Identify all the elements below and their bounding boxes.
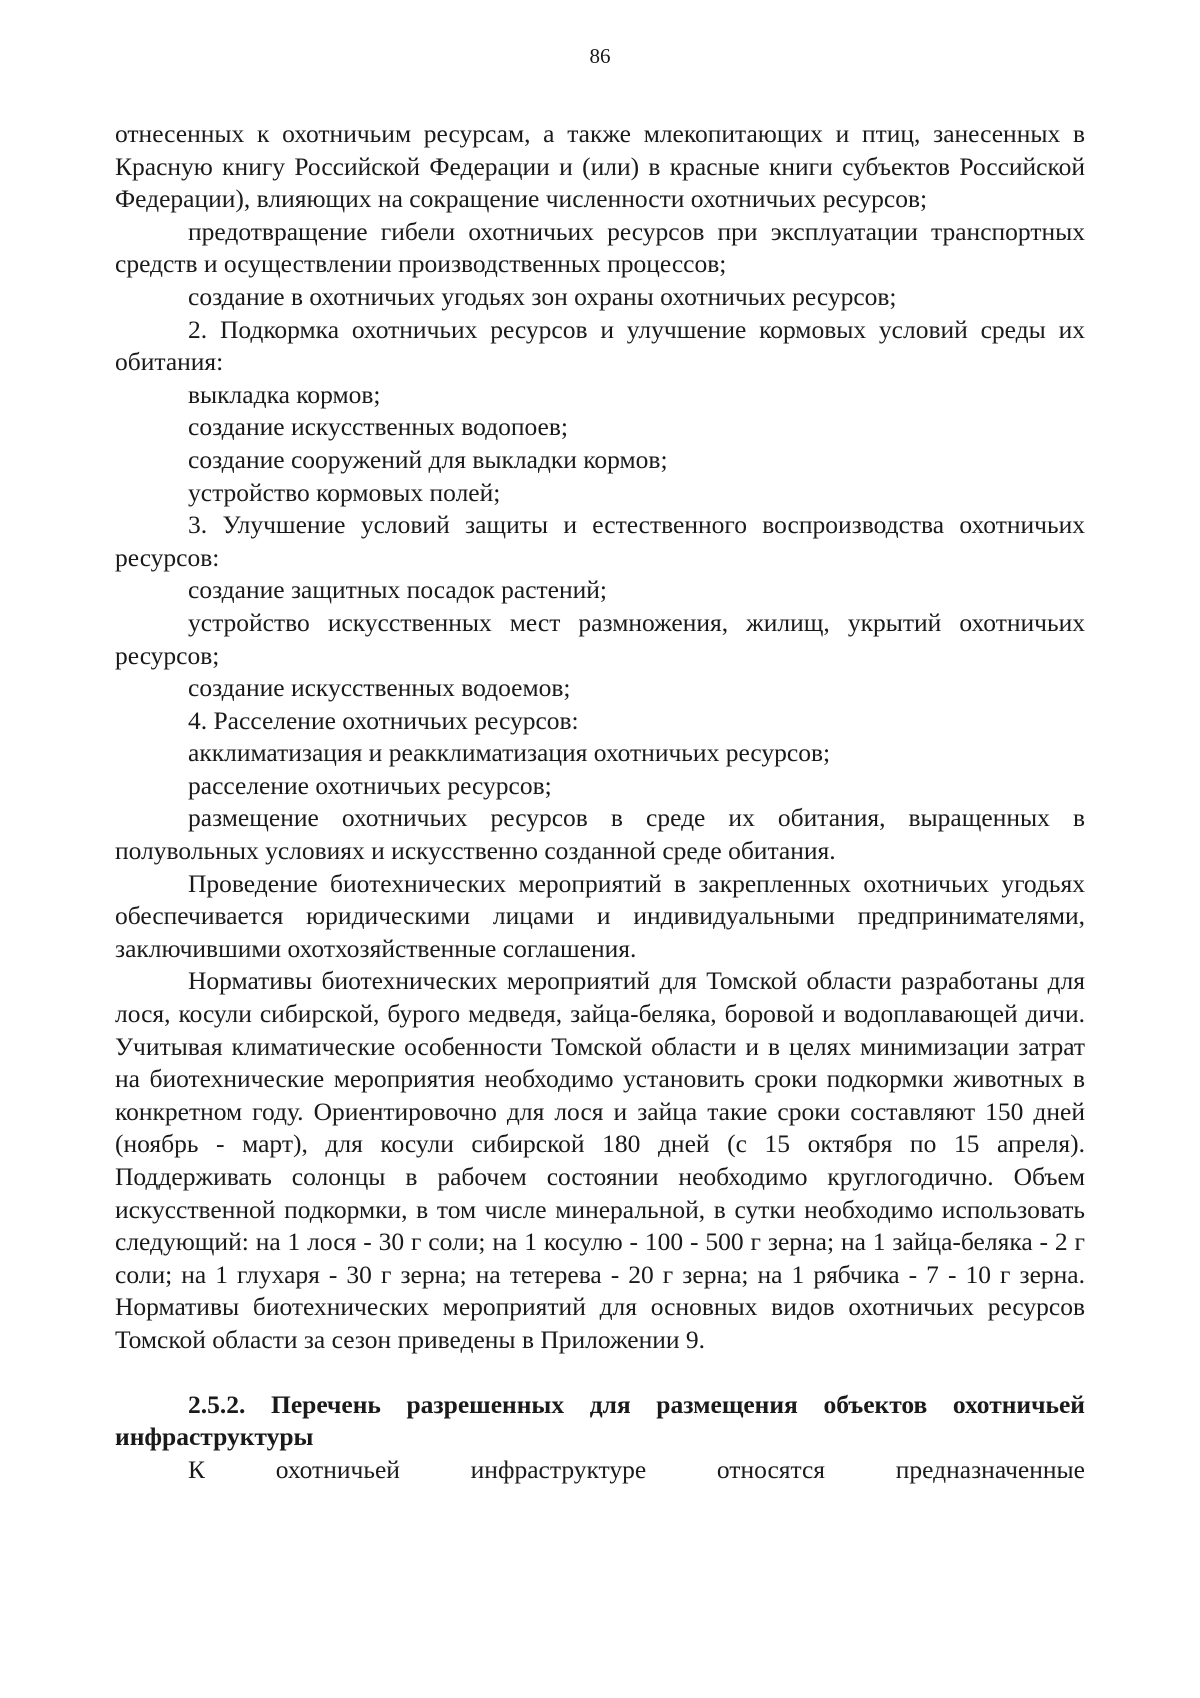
paragraph: предотвращение гибели охотничьих ресурсов при эксплуатации транспортных средств и осуществлении производственных процессов; (115, 216, 1085, 279)
paragraph: Проведение биотехнических мероприятий в закрепленных охотничьих угодьях обеспечивается юридическими лицами и индивидуальными предпринимателями, заключившими охотхозяйственные соглашения. (115, 868, 1085, 963)
list-item: создание защитных посадок растений; (188, 575, 608, 605)
list-item: выкладка кормов; (188, 379, 381, 409)
list-item: создание сооружений для выкладки кормов; (188, 444, 668, 474)
page-number: 86 (589, 44, 611, 68)
paragraph: создание в охотничьих угодьях зон охраны охотничьих ресурсов; (188, 281, 897, 311)
document-body (115, 118, 1085, 1486)
list-item: создание искусственных водоемов; (188, 673, 571, 703)
list-item: акклиматизация и реакклиматизация охотничьих ресурсов; (188, 738, 831, 768)
list-item: устройство кормовых полей; (188, 477, 501, 507)
paragraph: Нормативы биотехнических мероприятий для Томской области разработаны для лося, косули сибирской, бурого медведя, зайца-беляка, боровой и водоплавающей дичи. Учитывая климатические особенности Томской области и в целях минимизации затрат на биотехнические мероприятия необходимо установить сроки подкормки животных в конкретном году. Ориентировочно для лося и зайца такие сроки составляют 150 дней (ноябрь - март), для косули сибирской 180 дней (с 15 октября по 15 апреля). Поддерживать солонцы в рабочем состоянии необходимо круглогодично. Объем искусственной подкормки, в том числе минеральной, в сутки необходимо использовать следующий: на 1 лося - 30 г соли; на 1 косулю - 100 - 500 г зерна; на 1 зайца-беляка - 2 г соли; на 1 глухаря - 30 г зерна; на тетерева - 20 г зерна; на 1 рябчика - 7 - 10 г зерна. Нормативы биотехнических мероприятий для основных видов охотничьих ресурсов Томской области за сезон приведены в Приложении 9. (115, 966, 1085, 1354)
section-heading: 2.5.2. Перечень разрешенных для размещения объектов охотничьей инфраструктуры (115, 1389, 1085, 1452)
list-item: размещение охотничьих ресурсов в среде их обитания, выращенных в полувольных условиях и искусственно созданной среде обитания. (115, 803, 1085, 866)
paragraph: К охотничьей инфраструктуре относятся предназначенные (188, 1454, 1085, 1484)
paragraph: отнесенных к охотничьим ресурсам, а также млекопитающих и птиц, занесенных в Красную книгу Российской Федерации и (или) в красные книги субъектов Российской Федерации), влияющих на сокращение численности охотничьих ресурсов; (115, 119, 1085, 214)
list-item: создание искусственных водопоев; (188, 412, 568, 442)
paragraph: 4. Расселение охотничьих ресурсов: (188, 705, 579, 735)
paragraph: 2. Подкормка охотничьих ресурсов и улучшение кормовых условий среды их обитания: (115, 314, 1085, 377)
list-item: устройство искусственных мест размножения, жилищ, укрытий охотничьих ресурсов; (115, 607, 1085, 670)
paragraph: 3. Улучшение условий защиты и естественного воспроизводства охотничьих ресурсов: (115, 510, 1085, 572)
list-item: расселение охотничьих ресурсов; (188, 770, 552, 800)
